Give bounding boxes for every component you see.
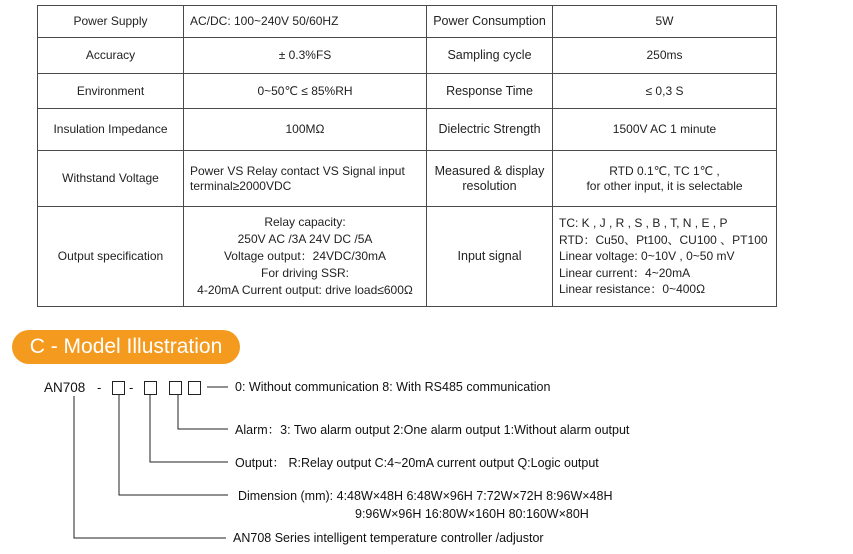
spec-value-line: Power VS Relay contact VS Signal input: [190, 163, 405, 178]
spec-label: Power Supply: [38, 6, 184, 38]
spec-value-line: 4-20mA Current output: drive load≤600Ω: [197, 283, 413, 297]
alarm-code-box: [169, 381, 182, 395]
output-connector: [150, 393, 228, 462]
spec-value: ≤ 0,3 S: [553, 74, 777, 109]
model-prefix: AN708: [44, 380, 86, 395]
spec-label-line: resolution: [462, 178, 517, 193]
spec-value-line: Voltage output：24VDC/30mA: [223, 249, 387, 263]
alarm-description: Alarm：3: Two alarm output 2:One alarm output 1:Without alarm output: [235, 423, 630, 437]
spec-value: 1500V AC 1 minute: [553, 109, 777, 151]
dimension-connector: [119, 393, 228, 495]
spec-value: 5W: [553, 6, 777, 38]
spec-label: Dielectric Strength: [427, 109, 553, 151]
section-title: C - Model Illustration: [12, 330, 240, 364]
spec-label: Input signal: [427, 207, 553, 307]
dimension-description: Dimension (mm): 4:48W×48H 6:48W×96H 7:72W×72H 8:96W×48H: [238, 489, 613, 503]
spec-value-line: For driving SSR:: [260, 266, 350, 280]
spec-value-line: Relay capacity:: [264, 215, 346, 229]
output-description: Output： R:Relay output C:4~20mA current output Q:Logic output: [235, 456, 599, 470]
communication-description: 0: Without communication 8: With RS485 communication: [235, 380, 551, 394]
spec-value-line: Linear voltage: 0~10V , 0~50 mV: [559, 249, 735, 264]
dimension-code-box: [112, 381, 125, 395]
model-dash: -: [97, 380, 102, 395]
spec-value-line: RTD 0.1℃, TC 1℃ ,: [609, 163, 720, 178]
model-dash: -: [129, 380, 134, 395]
spec-value: ± 0.3%FS: [184, 38, 427, 74]
series-description: AN708 Series intelligent temperature controller /adjustor: [233, 531, 544, 545]
spec-value-line: 250V AC /3A 24V DC /5A: [237, 232, 373, 246]
spec-value-line: Linear current：4~20mA: [559, 265, 691, 280]
communication-code-box: [188, 381, 201, 395]
spec-value: 250ms: [553, 38, 777, 74]
spec-value: 0~50℃ ≤ 85%RH: [184, 74, 427, 109]
spec-label: Response Time: [427, 74, 553, 109]
spec-value-line: for other input, it is selectable: [586, 178, 743, 193]
spec-label: Environment: [38, 74, 184, 109]
spec-label: Insulation Impedance: [38, 109, 184, 151]
spec-label: Power Consumption: [427, 6, 553, 38]
spec-label-line: Measured & display: [434, 163, 545, 178]
spec-value: 100MΩ: [184, 109, 427, 151]
spec-label: Output specification: [38, 207, 184, 307]
spec-value-line: Linear resistance：0~400Ω: [559, 282, 706, 297]
spec-value-line: terminal≥2000VDC: [190, 178, 292, 193]
spec-value-line: TC: K , J , R , S , B , T, N , E , P: [559, 216, 728, 231]
output-code-box: [144, 381, 157, 395]
alarm-connector: [178, 393, 228, 429]
spec-label: Sampling cycle: [427, 38, 553, 74]
spec-label: Withstand Voltage: [38, 151, 184, 207]
spec-value: AC/DC: 100~240V 50/60HZ: [184, 6, 427, 38]
spec-value-line: RTD：Cu50、Pt100、CU100 、PT100: [559, 232, 768, 247]
dimension-description-cont: 9:96W×96H 16:80W×160H 80:160W×80H: [355, 507, 589, 521]
spec-label: Accuracy: [38, 38, 184, 74]
